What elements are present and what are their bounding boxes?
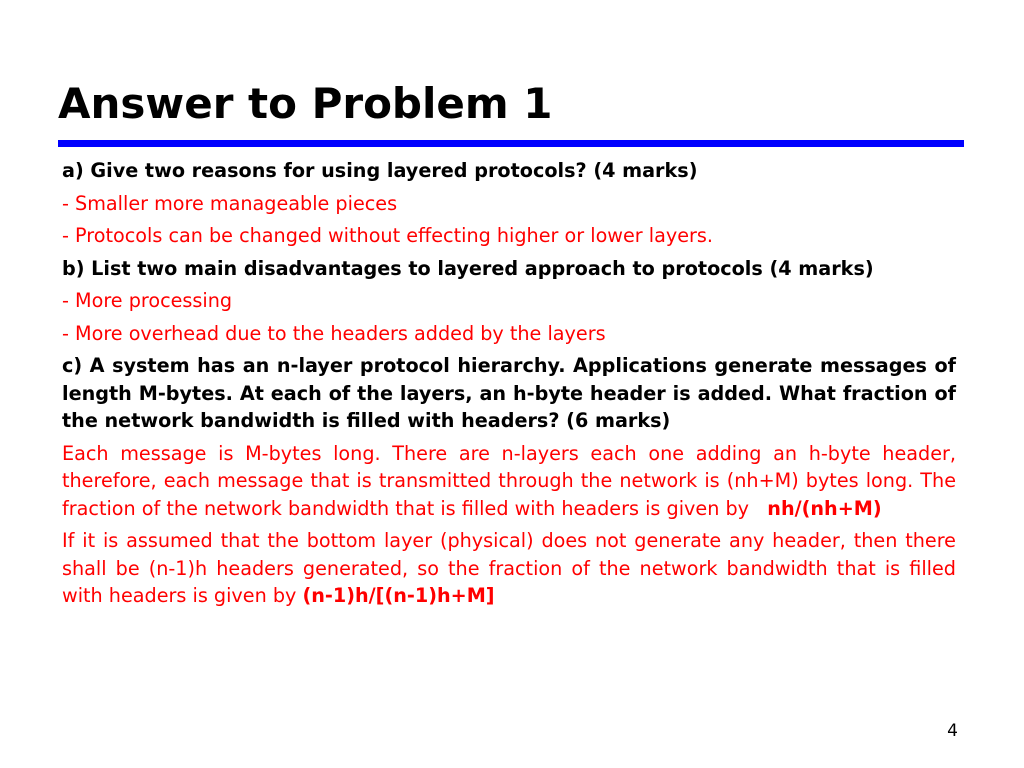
title-underline xyxy=(58,140,964,147)
answer-c-2-formula: (n-1)h/[(n-1)h+M] xyxy=(302,584,495,607)
page-number: 4 xyxy=(947,721,958,741)
question-a: a) Give two reasons for using layered protocols? (4 marks) xyxy=(62,159,698,182)
answer-c-1-formula: nh/(nh+M) xyxy=(767,496,882,520)
question-c: c) A system has an n-layer protocol hierarchy. Applications generate messages of length M-bytes. At each of the layers, an h-byte header is added. What fraction of the network bandwidth is filled with headers? (6 marks) xyxy=(62,354,956,432)
slide-title: Answer to Problem 1 xyxy=(58,79,553,128)
answer-c-2 xyxy=(62,527,956,610)
question-b: b) List two main disadvantages to layered approach to protocols (4 marks) xyxy=(62,256,874,280)
answer-c-1 xyxy=(62,440,956,523)
answer-c-2-text: If it is assumed that the bottom layer (physical) does not generate any header, then there shall be (n-1)h headers generated, so the fraction of the network bandwidth that is filled with headers is given by xyxy=(62,529,956,607)
answer-b-2: - More overhead due to the headers added by the layers xyxy=(62,321,606,345)
slide-body xyxy=(62,157,956,615)
answer-a-2: - Protocols can be changed without effecting higher or lower layers. xyxy=(62,224,714,247)
answer-c-1-text: Each message is M-bytes long. There are n-layers each one adding an h-byte header, therefore, each message that is transmitted through the network is (nh+M) bytes long. The fraction of the network bandwidth that is filled with headers is given by xyxy=(62,441,956,520)
answer-a-1: - Smaller more manageable pieces xyxy=(62,191,398,215)
answer-b-1: - More processing xyxy=(62,289,233,312)
